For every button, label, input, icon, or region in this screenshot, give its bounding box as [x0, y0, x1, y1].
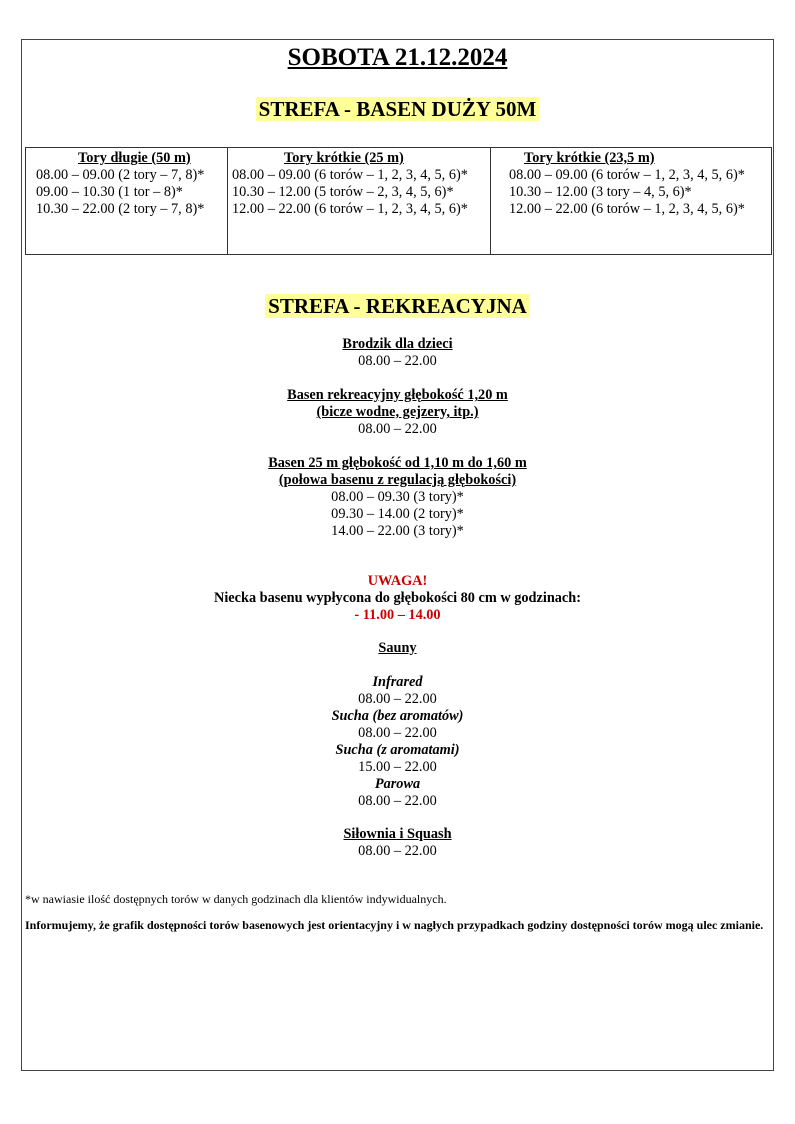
footnote: *w nawiasie ilość dostępnych torów w danych godzinach dla klientów indywidualnych. [25, 892, 447, 906]
lanes-column-header: Tory krótkie (25 m) [284, 150, 404, 166]
brodzik-hours: 08.00 – 22.00 [358, 353, 437, 369]
lane-row: 12.00 – 22.00 (6 torów – 1, 2, 3, 4, 5, 6)* [509, 201, 745, 217]
lane-row: 10.30 – 22.00 (2 tory – 7, 8)* [36, 201, 205, 217]
sauna-hours: 08.00 – 22.00 [358, 691, 437, 707]
basen-rekreacyjny-hours: 08.00 – 22.00 [358, 421, 437, 437]
sauna-hours: 08.00 – 22.00 [358, 793, 437, 809]
uwaga-section [0, 573, 795, 624]
info-note: Informujemy, że grafik dostępności torów basenowych jest orientacyjny i w nagłych przypadkach godziny dostępności torów mogą ulec zmianie. [25, 918, 764, 932]
basen-25-row: 14.00 – 22.00 (3 tory)* [331, 523, 464, 539]
lanes-column-short-25 [228, 148, 491, 255]
lane-row: 08.00 – 09.00 (2 tory – 7, 8)* [36, 167, 205, 183]
basen-25-title: Basen 25 m głębokość od 1,10 m do 1,60 m [268, 455, 527, 471]
lane-row: 10.30 – 12.00 (3 tory – 4, 5, 6)* [509, 184, 692, 200]
silownia-hours: 08.00 – 22.00 [358, 843, 437, 859]
lanes-column-short-23-5 [491, 148, 772, 255]
sauna-hours: 08.00 – 22.00 [358, 725, 437, 741]
silownia-title: Siłownia i Squash [343, 826, 452, 842]
basen-rekreacyjny-title: Basen rekreacyjny głębokość 1,20 m [287, 387, 508, 403]
sauna-name: Sucha (z aromatami) [335, 742, 460, 758]
zone-heading-recreation-text: STREFA - REKREACYJNA [265, 294, 530, 318]
basen-rekreacyjny-subtitle: (bicze wodne, gejzery, itp.) [316, 404, 479, 420]
lanes-column-header: Tory krótkie (23,5 m) [524, 150, 655, 166]
brodzik-section [0, 336, 795, 370]
basen-25-section [0, 455, 795, 540]
sauna-hours: 15.00 – 22.00 [358, 759, 437, 775]
lane-row: 12.00 – 22.00 (6 torów – 1, 2, 3, 4, 5, 6)* [232, 201, 468, 217]
sauny-title: Sauny [378, 640, 417, 656]
lane-row: 08.00 – 09.00 (6 torów – 1, 2, 3, 4, 5, 6)* [509, 167, 745, 183]
brodzik-title: Brodzik dla dzieci [342, 336, 453, 352]
page-title: SOBOTA 21.12.2024 [287, 44, 508, 71]
lane-row: 10.30 – 12.00 (5 torów – 2, 3, 4, 5, 6)* [232, 184, 454, 200]
sauna-name: Sucha (bez aromatów) [331, 708, 464, 724]
lanes-table [25, 147, 772, 255]
sauna-name: Parowa [374, 776, 421, 792]
sauna-name: Infrared [372, 674, 423, 690]
lanes-column-header: Tory długie (50 m) [78, 150, 191, 166]
uwaga-text: Niecka basenu wypłycona do głębokości 80 cm w godzinach: [214, 590, 581, 606]
sauny-section [0, 640, 795, 810]
lane-row: 08.00 – 09.00 (6 torów – 1, 2, 3, 4, 5, 6)* [232, 167, 468, 183]
basen-25-row: 08.00 – 09.30 (3 tory)* [331, 489, 464, 505]
lanes-column-long [26, 148, 228, 255]
zone-heading-big-pool-text: STREFA - BASEN DUŻY 50M [256, 97, 540, 121]
uwaga-hours: - 11.00 – 14.00 [354, 607, 441, 623]
lane-row: 09.00 – 10.30 (1 tor – 8)* [36, 184, 183, 200]
basen-25-row: 09.30 – 14.00 (2 tory)* [331, 506, 464, 522]
zone-heading-big-pool [0, 97, 795, 122]
basen-25-subtitle: (połowa basenu z regulacją głębokości) [278, 472, 517, 488]
uwaga-label: UWAGA! [367, 573, 428, 589]
zone-heading-recreation [0, 294, 795, 319]
basen-rekreacyjny-section [0, 387, 795, 438]
silownia-section [0, 826, 795, 860]
